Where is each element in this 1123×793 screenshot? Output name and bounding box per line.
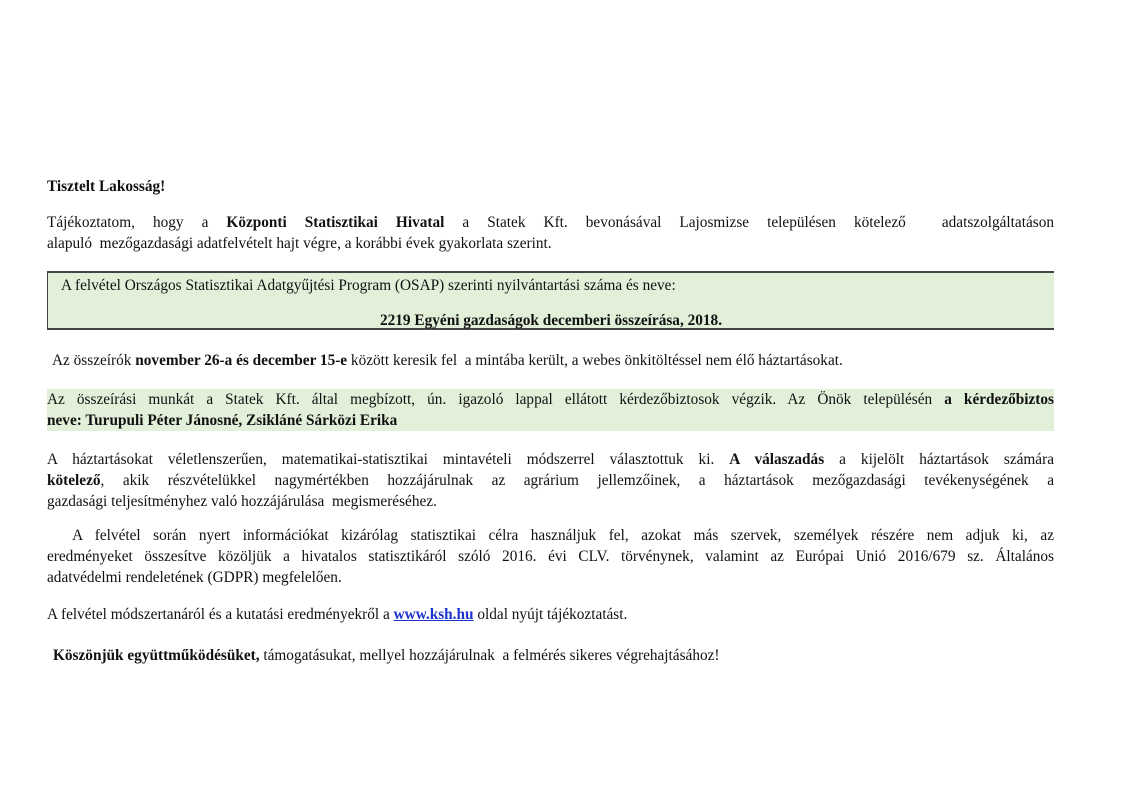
schedule-text-2: között keresik fel a mintába került, a webes önkitöltéssel nem élő háztartásokat. xyxy=(347,352,843,369)
interviewer-names: neve: Turupuli Péter Jánosné, Zsikláné Sárközi Erika xyxy=(47,412,398,429)
privacy-text-2: eredményeket összesítve közöljük a hivatalos statisztikáról szóló 2016. évi CLV. törvénynek, valamint az Európai Unió 2016/679 sz. Általános xyxy=(47,548,1054,565)
thanks-text: támogatásukat, mellyel hozzájárulnak a felmérés sikeres végrehajtásához! xyxy=(259,647,720,664)
website-text-1: A felvétel módszertanáról és a kutatási eredményekről a xyxy=(47,606,394,623)
schedule-paragraph xyxy=(52,350,1059,371)
interviewer-line-1 xyxy=(47,389,1054,410)
osap-survey-title: 2219 Egyéni gazdaságok decemberi összeírása, 2018. xyxy=(379,312,723,329)
intro-paragraph xyxy=(47,212,1054,254)
sampling-text-3: , akik részvételükkel nagymértékben hozzájárulnak az agrárium jellemzőinek, a háztartások mezőgazdasági tevékenységének a xyxy=(100,472,1054,489)
privacy-paragraph xyxy=(47,525,1054,588)
intro-text-3: alapuló mezőgazdasági adatfelvételt hajt végre, a korábbi évek gyakorlata szerint. xyxy=(47,235,552,252)
intro-text-1: Tájékoztatom, hogy a xyxy=(47,214,227,231)
interviewer-text-1: Az összeírási munkát a Statek Kft. által megbízott, ún. igazoló lappal ellátott kérdezőbiztosok végzik. Az Önök településén xyxy=(47,391,945,408)
sampling-text-1: A háztartásokat véletlenszerűen, matematikai-statisztikai mintavételi módszerrel választottuk ki. xyxy=(47,451,730,468)
sampling-line-1 xyxy=(47,449,1054,470)
mandatory-label: kötelező xyxy=(47,472,101,489)
privacy-text-1: A felvétel során nyert információkat kizárólag statisztikai célra használjuk fel, azokat más szervek, személyek részére nem adjuk ki, az xyxy=(47,527,1054,544)
website-paragraph xyxy=(47,604,1054,625)
intro-line-1 xyxy=(47,212,1054,233)
sampling-paragraph xyxy=(47,449,1054,512)
interviewer-label: a kérdezőbiztos xyxy=(944,391,1054,408)
osap-label: A felvétel Országos Statisztikai Adatgyűjtési Program (OSAP) szerinti nyilvántartási száma és neve: xyxy=(61,277,676,294)
sampling-line-2 xyxy=(47,470,1054,491)
website-text-2: oldal nyújt tájékoztatást. xyxy=(473,606,628,623)
schedule-text-1: Az összeírók xyxy=(52,352,136,369)
sampling-text-2: a kijelölt háztartások számára xyxy=(824,451,1054,468)
sampling-text-4: gazdasági teljesítményhez való hozzájárulása megismeréséhez. xyxy=(47,493,437,510)
response-label: A válaszadás xyxy=(729,451,825,468)
schedule-dates: november 26-a és december 15-e xyxy=(135,352,348,369)
privacy-text-3: adatvédelmi rendeletének (GDPR) megfelelően. xyxy=(47,569,342,586)
ksh-website-link[interactable]: www.ksh.hu xyxy=(393,606,474,623)
greeting-text: Tisztelt Lakosság! xyxy=(47,178,166,195)
thanks-paragraph xyxy=(53,645,1060,666)
osap-info-box xyxy=(47,271,1054,330)
interviewer-paragraph xyxy=(47,389,1054,431)
thanks-bold: Köszönjük együttműködésüket, xyxy=(53,647,260,664)
greeting xyxy=(47,176,1054,197)
intro-text-2: a Statek Kft. bevonásával Lajosmizse településen kötelező adatszolgáltatáson xyxy=(444,214,1054,231)
ksh-name: Központi Statisztikai Hivatal xyxy=(226,214,445,231)
